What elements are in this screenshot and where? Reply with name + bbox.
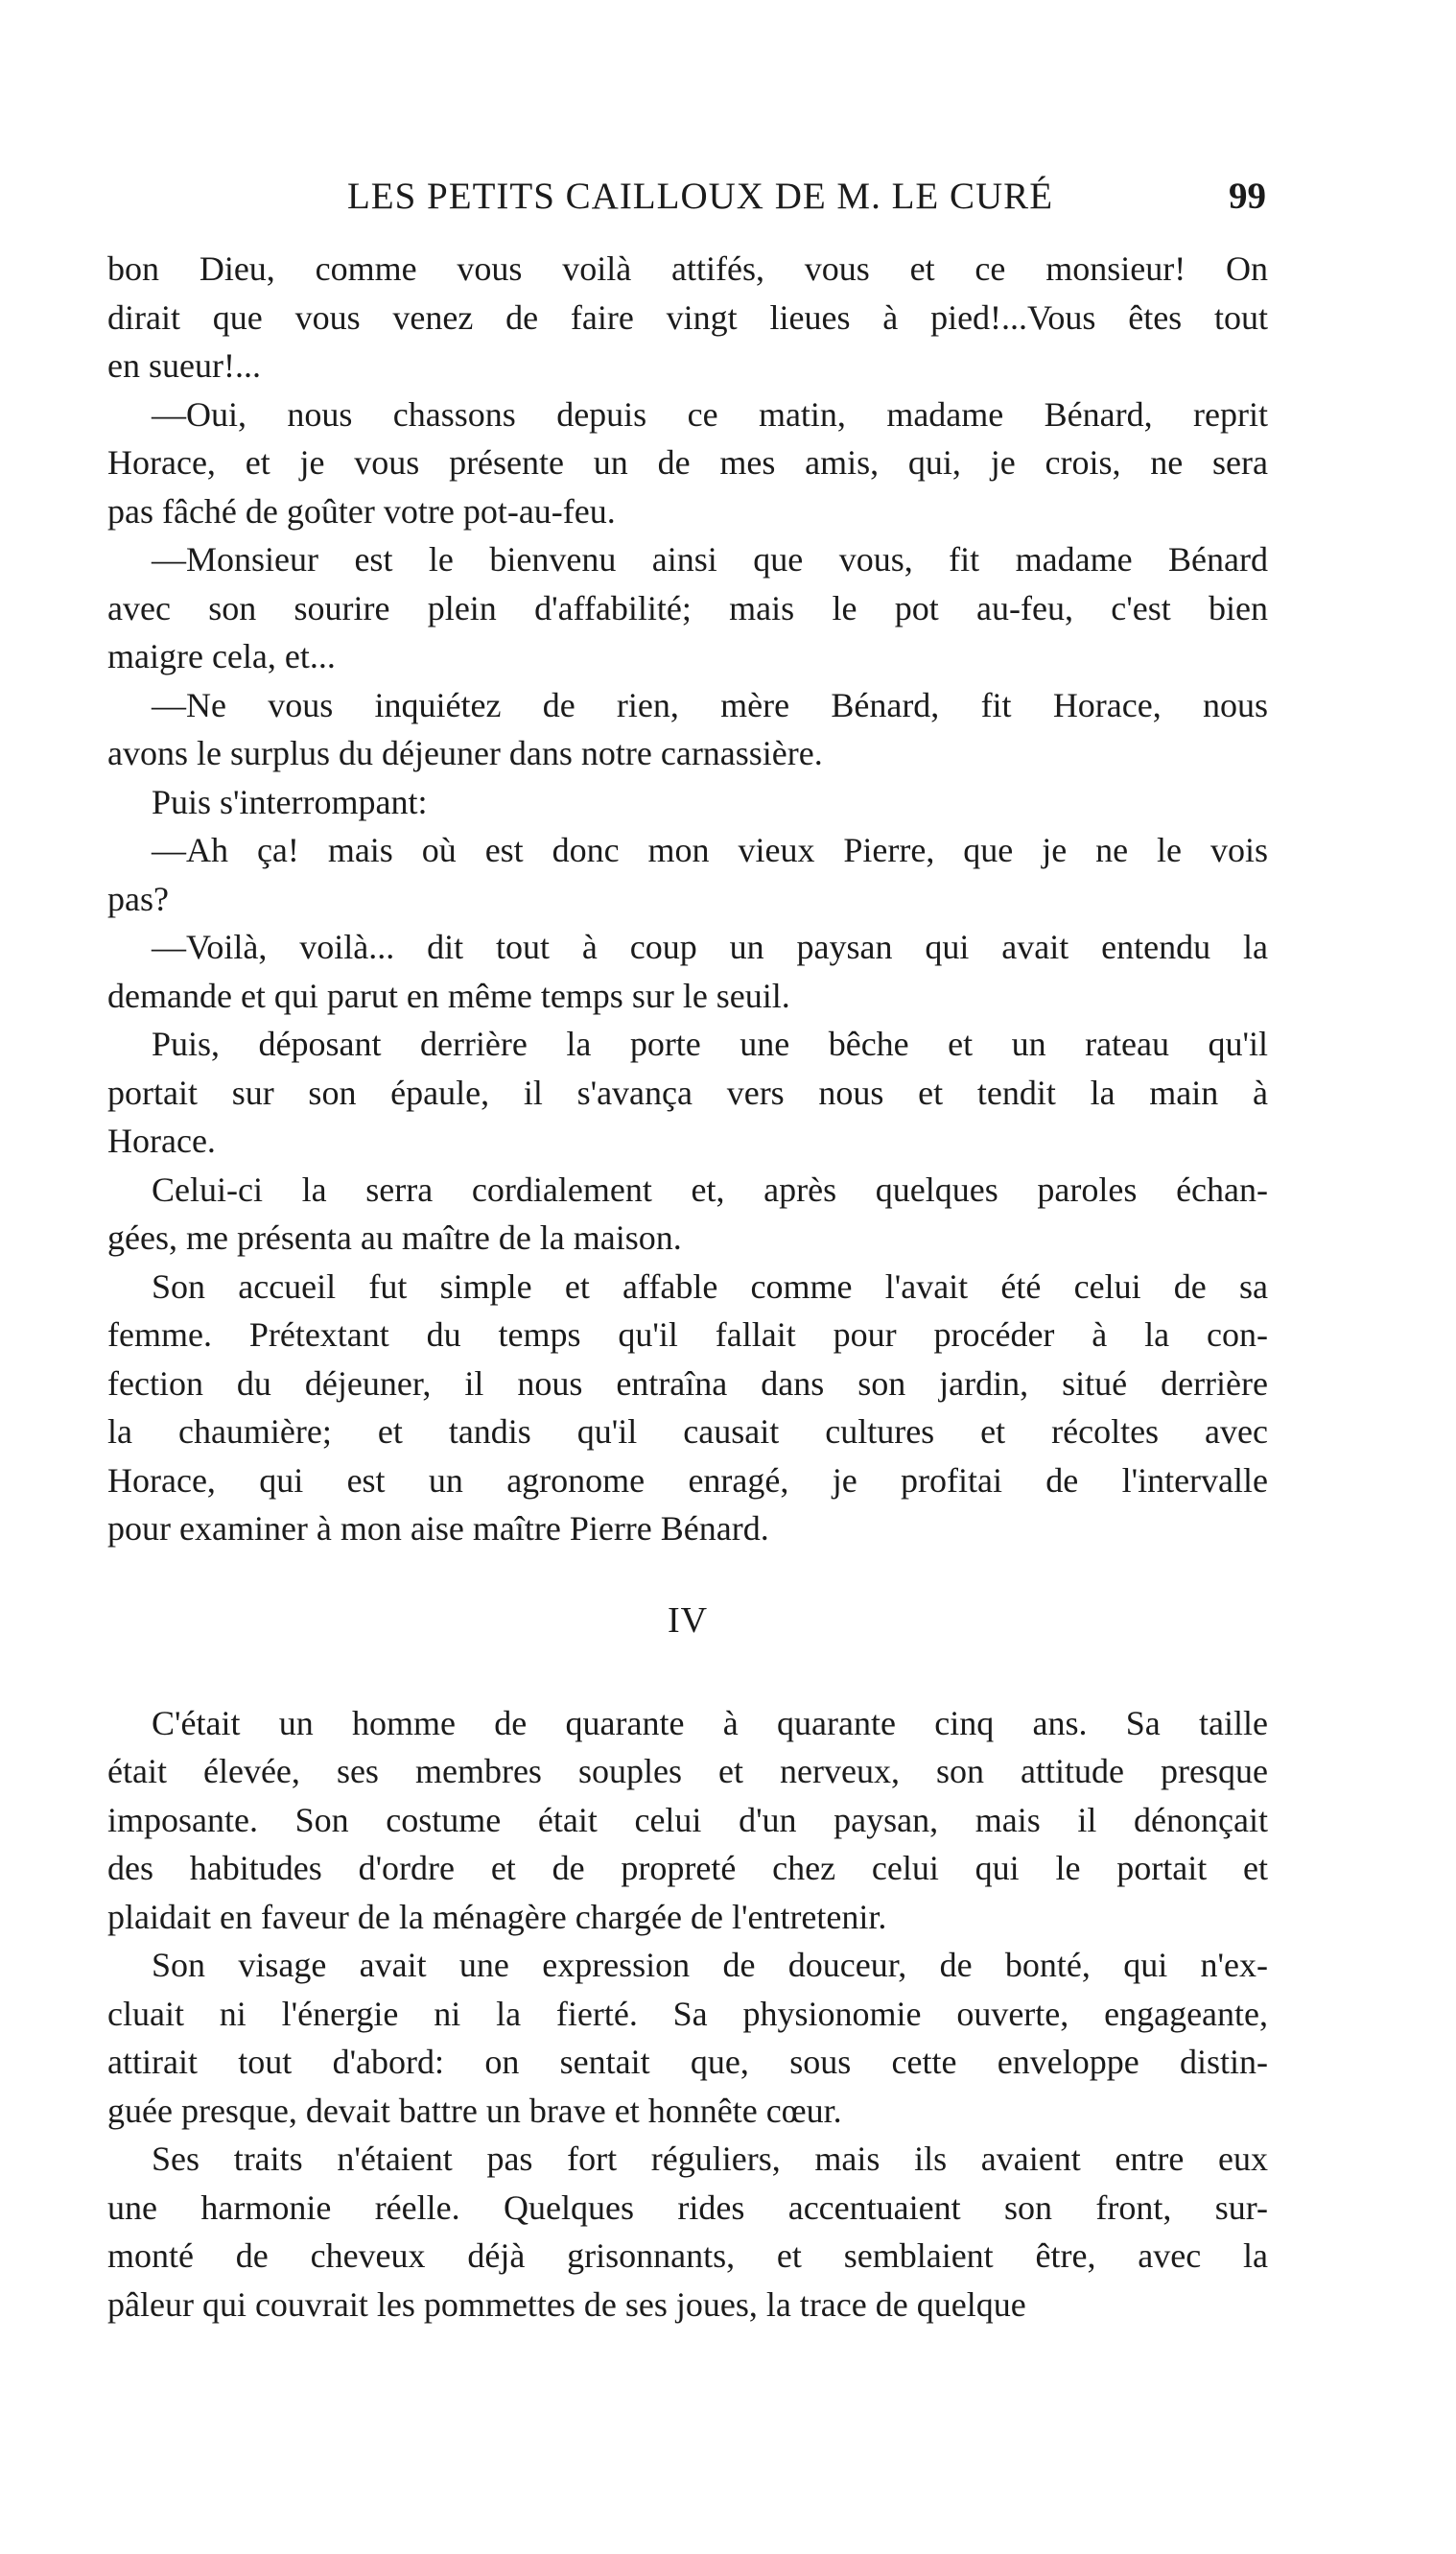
text-line: une harmonie réelle. Quelques rides accentuaient son front, sur- xyxy=(107,2187,1268,2227)
text-line: fection du déjeuner, il nous entraîna dans son jardin, situé derrière xyxy=(107,1363,1268,1403)
paragraph xyxy=(107,1941,1268,2135)
text-line: avons le surplus du déjeuner dans notre carnassière. xyxy=(107,734,823,772)
paragraph xyxy=(107,826,1268,923)
text-line: —Ah ça! mais où est donc mon vieux Pierre, que je ne le vois xyxy=(152,831,1268,869)
text-line: en sueur!... xyxy=(107,346,261,385)
paragraph xyxy=(107,2135,1268,2329)
text-line: bon Dieu, comme vous voilà attifés, vous et ce monsieur! On xyxy=(107,249,1268,288)
text-line: pâleur qui couvrait les pommettes de ses joues, la trace de quelque xyxy=(107,2284,1026,2324)
paragraph xyxy=(107,390,1268,536)
text-line: imposante. Son costume était celui d'un paysan, mais il dénonçait xyxy=(107,1800,1268,1839)
text-line: pas fâché de goûter votre pot-au-feu. xyxy=(107,491,616,531)
text-line: demande et qui parut en même temps sur le seuil. xyxy=(107,976,790,1015)
text-line: Celui-ci la serra cordialement et, après quelques paroles échan- xyxy=(152,1170,1268,1209)
text-line: Ses traits n'étaient pas fort réguliers, mais ils avaient entre eux xyxy=(152,2140,1268,2178)
section-gap xyxy=(107,1553,1268,1592)
text-line: Son visage avait une expression de douceur, de bonté, qui n'ex- xyxy=(152,1946,1268,1984)
text-line: pas? xyxy=(107,879,169,918)
text-line: attirait tout d'abord: on sentait que, sous cette enveloppe distin- xyxy=(107,2043,1268,2081)
text-line: —Ne vous inquiétez de rien, mère Bénard, fit Horace, nous xyxy=(152,685,1268,724)
text-line: plaidait en faveur de la ménagère chargée de l'entretenir. xyxy=(107,1897,887,1936)
text-line: Puis s'interrompant: xyxy=(152,782,428,821)
paragraph xyxy=(107,535,1268,681)
text-line: portait sur son épaule, il s'avança vers nous et tendit la main à xyxy=(107,1073,1268,1112)
text-line: Horace, qui est un agronome enragé, je profitai de l'intervalle xyxy=(107,1460,1268,1500)
text-line: maigre cela, et... xyxy=(107,637,336,675)
text-line: gées, me présenta au maître de la maison. xyxy=(107,1218,682,1257)
text-line: Horace, et je vous présente un de mes amis, qui, je crois, ne sera xyxy=(107,443,1268,482)
text-line: pour examiner à mon aise maître Pierre Bénard. xyxy=(107,1509,769,1548)
paragraph xyxy=(107,245,1268,390)
text-line: des habitudes d'ordre et de propreté chez celui qui le portait et xyxy=(107,1849,1268,1887)
running-title: LES PETITS CAILLOUX DE M. LE CURÉ xyxy=(346,176,1054,217)
text-line: Puis, déposant derrière la porte une bêche et un rateau qu'il xyxy=(152,1025,1268,1063)
text-line: femme. Prétextant du temps qu'il fallait pour procéder à la con- xyxy=(107,1315,1268,1354)
text-line: était élevée, ses membres souples et nerveux, son attitude presque xyxy=(107,1752,1268,1790)
text-line: monté de cheveux déjà grisonnants, et semblaient être, avec la xyxy=(107,2236,1268,2275)
section-heading: IV xyxy=(667,1599,709,1641)
text-line: guée presque, devait battre un brave et honnête cœur. xyxy=(107,2091,842,2130)
paragraph xyxy=(107,1020,1268,1166)
text-line: —Monsieur est le bienvenu ainsi que vous, fit madame Bénard xyxy=(152,540,1268,579)
paragraph xyxy=(107,1263,1268,1553)
text-line: —Voilà, voilà... dit tout à coup un paysan qui avait entendu la xyxy=(152,928,1268,966)
paragraph xyxy=(107,1166,1268,1263)
text-line: C'était un homme de quarante à quarante cinq ans. Sa taille xyxy=(152,1703,1268,1742)
text-line: la chaumière; et tandis qu'il causait cultures et récoltes avec xyxy=(107,1412,1268,1451)
paragraphs-after-section xyxy=(107,1699,1268,2329)
text-line: Son accueil fut simple et affable comme l'avait été celui de sa xyxy=(152,1266,1268,1306)
paragraph xyxy=(107,681,1268,778)
text-line: Horace. xyxy=(107,1122,216,1160)
text-line: avec son sourire plein d'affabilité; mais le pot au-feu, c'est bien xyxy=(107,588,1268,627)
body-text xyxy=(107,245,1268,2329)
paragraph xyxy=(107,778,1268,827)
paragraph xyxy=(107,923,1268,1020)
section-gap xyxy=(107,1649,1268,1699)
paragraphs-before-section xyxy=(107,245,1268,1553)
paragraph xyxy=(107,1699,1268,1942)
running-head xyxy=(192,173,1266,221)
text-line: cluait ni l'énergie ni la fierté. Sa physionomie ouverte, engageante, xyxy=(107,1994,1268,2033)
text-line: —Oui, nous chassons depuis ce matin, madame Bénard, reprit xyxy=(152,394,1268,434)
page-number: 99 xyxy=(1229,176,1266,217)
text-line: dirait que vous venez de faire vingt lieues à pied!...Vous êtes tout xyxy=(107,297,1268,337)
